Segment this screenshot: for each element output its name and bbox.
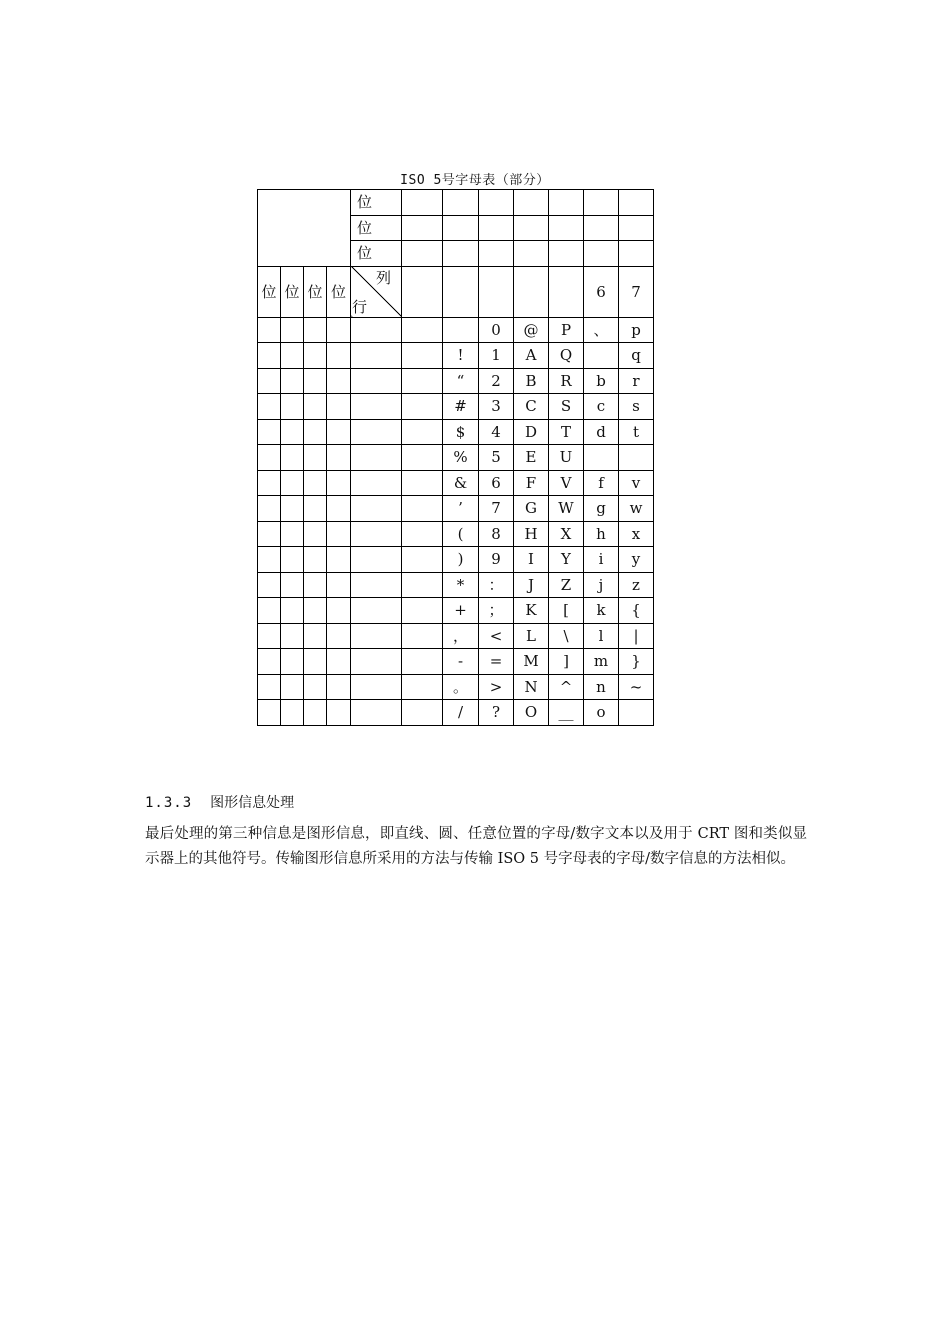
empty-cell [327, 470, 351, 496]
empty-cell [304, 700, 327, 726]
bit-label: 位 [351, 215, 402, 241]
character-cell: S [549, 394, 584, 420]
empty-cell [351, 649, 402, 675]
empty-cell [351, 368, 402, 394]
character-cell: h [584, 521, 619, 547]
character-cell: 1 [479, 343, 514, 369]
empty-cell [327, 419, 351, 445]
character-cell: ? [479, 700, 514, 726]
character-cell: U [549, 445, 584, 471]
empty-cell [402, 674, 443, 700]
empty-cell [281, 419, 304, 445]
column-number-6: 6 [584, 266, 619, 317]
empty-cell [281, 547, 304, 573]
header-row-bit-1 [258, 190, 654, 216]
empty-cell [327, 598, 351, 624]
empty-cell [402, 419, 443, 445]
empty-cell [304, 470, 327, 496]
character-cell: Y [549, 547, 584, 573]
empty-cell [402, 623, 443, 649]
character-cell: t [619, 419, 654, 445]
character-cell: Z [549, 572, 584, 598]
table-row [258, 317, 654, 343]
empty-cell [281, 674, 304, 700]
empty-cell [258, 572, 281, 598]
table-row [258, 572, 654, 598]
character-cell: - [443, 649, 479, 675]
character-cell: E [514, 445, 549, 471]
character-cell: x [619, 521, 654, 547]
character-cell: P [549, 317, 584, 343]
empty-cell [351, 445, 402, 471]
table-row [258, 521, 654, 547]
empty-cell [258, 623, 281, 649]
empty-cell [327, 572, 351, 598]
character-cell: r [619, 368, 654, 394]
empty-cell [327, 674, 351, 700]
empty-corner-cell [258, 190, 351, 267]
empty-cell [258, 368, 281, 394]
character-cell: 2 [479, 368, 514, 394]
empty-cell [351, 470, 402, 496]
empty-cell [281, 317, 304, 343]
character-cell: ； [479, 598, 514, 624]
body-paragraph: 最后处理的第三种信息是图形信息，即直线、圆、任意位置的字母/数字文本以及用于 CRT 图和类似显示器上的其他符号。传输图形信息所采用的方法与传输 ISO 5 号字母表的字母/数字信息的方法相似。 [145, 826, 807, 867]
character-cell: # [443, 394, 479, 420]
empty-cell [351, 598, 402, 624]
empty-cell [281, 445, 304, 471]
character-cell: > [479, 674, 514, 700]
character-cell: D [514, 419, 549, 445]
empty-cell [304, 572, 327, 598]
table-row [258, 547, 654, 573]
column-row-diagonal-header [351, 266, 402, 317]
character-cell: w [619, 496, 654, 522]
character-cell: __ [549, 700, 584, 726]
table-row [258, 674, 654, 700]
character-cell: A [514, 343, 549, 369]
empty-cell [327, 343, 351, 369]
character-cell: ， [443, 623, 479, 649]
character-cell: 3 [479, 394, 514, 420]
empty-cell [281, 649, 304, 675]
empty-cell [327, 317, 351, 343]
character-cell: T [549, 419, 584, 445]
empty-cell [402, 572, 443, 598]
empty-cell [402, 343, 443, 369]
table-row [258, 496, 654, 522]
empty-cell [351, 343, 402, 369]
empty-cell [351, 623, 402, 649]
empty-cell [258, 700, 281, 726]
table-row [258, 700, 654, 726]
character-cell: { [619, 598, 654, 624]
empty-cell [327, 623, 351, 649]
empty-cell [402, 470, 443, 496]
character-cell: g [584, 496, 619, 522]
bit-label: 位 [351, 241, 402, 267]
character-cell: 。 [443, 674, 479, 700]
empty-cell [402, 547, 443, 573]
empty-cell [351, 674, 402, 700]
character-cell: = [479, 649, 514, 675]
character-cell: o [584, 700, 619, 726]
empty-cell [402, 496, 443, 522]
character-cell: < [479, 623, 514, 649]
character-cell: | [619, 623, 654, 649]
table-row [258, 649, 654, 675]
empty-cell [351, 394, 402, 420]
character-cell: y [619, 547, 654, 573]
empty-cell [281, 700, 304, 726]
empty-cell [281, 368, 304, 394]
bit-label: 位 [281, 266, 304, 317]
empty-cell [304, 394, 327, 420]
character-cell: s [619, 394, 654, 420]
character-cell: [ [549, 598, 584, 624]
bit-label: 位 [327, 266, 351, 317]
row-label: 行 [352, 297, 368, 316]
character-cell: \ [549, 623, 584, 649]
character-cell: l [584, 623, 619, 649]
empty-cell [281, 343, 304, 369]
character-cell: G [514, 496, 549, 522]
character-cell: 0 [479, 317, 514, 343]
bit-label: 位 [304, 266, 327, 317]
empty-cell [258, 470, 281, 496]
empty-cell [304, 521, 327, 547]
empty-cell [402, 700, 443, 726]
table-caption: ISO 5号字母表（部分） [400, 173, 550, 188]
character-cell: ( [443, 521, 479, 547]
empty-cell [281, 394, 304, 420]
empty-cell [258, 521, 281, 547]
character-cell: 6 [479, 470, 514, 496]
character-cell: + [443, 598, 479, 624]
empty-cell [258, 649, 281, 675]
character-cell: j [584, 572, 619, 598]
empty-cell [351, 547, 402, 573]
table-row [258, 343, 654, 369]
character-cell: ’ [443, 496, 479, 522]
empty-cell [402, 598, 443, 624]
empty-cell [304, 547, 327, 573]
character-cell [584, 343, 619, 369]
empty-cell [304, 649, 327, 675]
column-number-7: 7 [619, 266, 654, 317]
empty-cell [327, 496, 351, 522]
character-cell [443, 317, 479, 343]
iso5-alphabet-table [257, 189, 654, 726]
table-row [258, 419, 654, 445]
empty-cell [281, 572, 304, 598]
empty-cell [304, 674, 327, 700]
empty-cell [327, 445, 351, 471]
empty-cell [304, 419, 327, 445]
character-cell: c [584, 394, 619, 420]
character-cell: & [443, 470, 479, 496]
empty-cell [402, 394, 443, 420]
empty-cell [258, 394, 281, 420]
empty-cell [327, 547, 351, 573]
character-cell: d [584, 419, 619, 445]
character-cell: X [549, 521, 584, 547]
character-cell: q [619, 343, 654, 369]
character-cell: $ [443, 419, 479, 445]
empty-cell [281, 521, 304, 547]
header-row-columns [258, 266, 654, 317]
empty-cell [281, 496, 304, 522]
character-cell: } [619, 649, 654, 675]
table-row [258, 445, 654, 471]
empty-cell [258, 598, 281, 624]
table-row [258, 623, 654, 649]
character-cell: * [443, 572, 479, 598]
table-row [258, 598, 654, 624]
character-cell [619, 700, 654, 726]
character-cell: n [584, 674, 619, 700]
character-cell: 9 [479, 547, 514, 573]
character-cell: f [584, 470, 619, 496]
empty-cell [281, 470, 304, 496]
table-row [258, 368, 654, 394]
empty-cell [304, 368, 327, 394]
character-cell: 5 [479, 445, 514, 471]
empty-cell [351, 700, 402, 726]
bit-label: 位 [258, 266, 281, 317]
character-cell: M [514, 649, 549, 675]
character-cell: ) [443, 547, 479, 573]
empty-cell [258, 317, 281, 343]
character-cell: ： [479, 572, 514, 598]
empty-cell [351, 521, 402, 547]
character-cell: J [514, 572, 549, 598]
character-cell: O [514, 700, 549, 726]
section-number: 1.3.3 [145, 795, 193, 811]
character-cell: ] [549, 649, 584, 675]
character-cell: p [619, 317, 654, 343]
character-cell: % [443, 445, 479, 471]
table-row [258, 394, 654, 420]
empty-cell [304, 623, 327, 649]
character-cell: m [584, 649, 619, 675]
empty-cell [351, 572, 402, 598]
character-cell: 7 [479, 496, 514, 522]
character-cell: 8 [479, 521, 514, 547]
character-cell: k [584, 598, 619, 624]
empty-cell [258, 547, 281, 573]
empty-cell [402, 649, 443, 675]
character-cell: Q [549, 343, 584, 369]
empty-cell [281, 623, 304, 649]
character-cell: W [549, 496, 584, 522]
empty-cell [304, 598, 327, 624]
character-cell: N [514, 674, 549, 700]
character-cell: 4 [479, 419, 514, 445]
character-cell: F [514, 470, 549, 496]
character-cell: z [619, 572, 654, 598]
empty-cell [258, 496, 281, 522]
character-cell: H [514, 521, 549, 547]
empty-cell [327, 368, 351, 394]
empty-cell [304, 496, 327, 522]
character-cell: ! [443, 343, 479, 369]
character-cell: V [549, 470, 584, 496]
empty-cell [281, 598, 304, 624]
empty-cell [304, 445, 327, 471]
empty-cell [258, 419, 281, 445]
character-cell: “ [443, 368, 479, 394]
character-cell [584, 445, 619, 471]
empty-cell [304, 343, 327, 369]
character-cell: R [549, 368, 584, 394]
empty-cell [327, 700, 351, 726]
empty-cell [402, 368, 443, 394]
empty-cell [327, 394, 351, 420]
section-title: 图形信息处理 [210, 795, 295, 811]
character-cell: ~ [619, 674, 654, 700]
character-cell: ^ [549, 674, 584, 700]
empty-cell [304, 317, 327, 343]
empty-cell [402, 317, 443, 343]
character-cell: v [619, 470, 654, 496]
character-cell: / [443, 700, 479, 726]
empty-cell [351, 419, 402, 445]
empty-cell [402, 521, 443, 547]
character-cell: b [584, 368, 619, 394]
character-cell: K [514, 598, 549, 624]
empty-cell [327, 649, 351, 675]
empty-cell [351, 496, 402, 522]
table-row [258, 470, 654, 496]
empty-cell [258, 343, 281, 369]
character-cell: i [584, 547, 619, 573]
column-label: 列 [375, 268, 391, 287]
character-cell: L [514, 623, 549, 649]
empty-cell [258, 674, 281, 700]
character-cell: @ [514, 317, 549, 343]
section-heading [145, 792, 294, 812]
character-cell: C [514, 394, 549, 420]
character-cell: I [514, 547, 549, 573]
bit-label: 位 [351, 190, 402, 216]
character-cell [619, 445, 654, 471]
empty-cell [327, 521, 351, 547]
empty-cell [351, 317, 402, 343]
character-cell: B [514, 368, 549, 394]
empty-cell [258, 445, 281, 471]
empty-cell [402, 445, 443, 471]
character-cell: 、 [584, 317, 619, 343]
